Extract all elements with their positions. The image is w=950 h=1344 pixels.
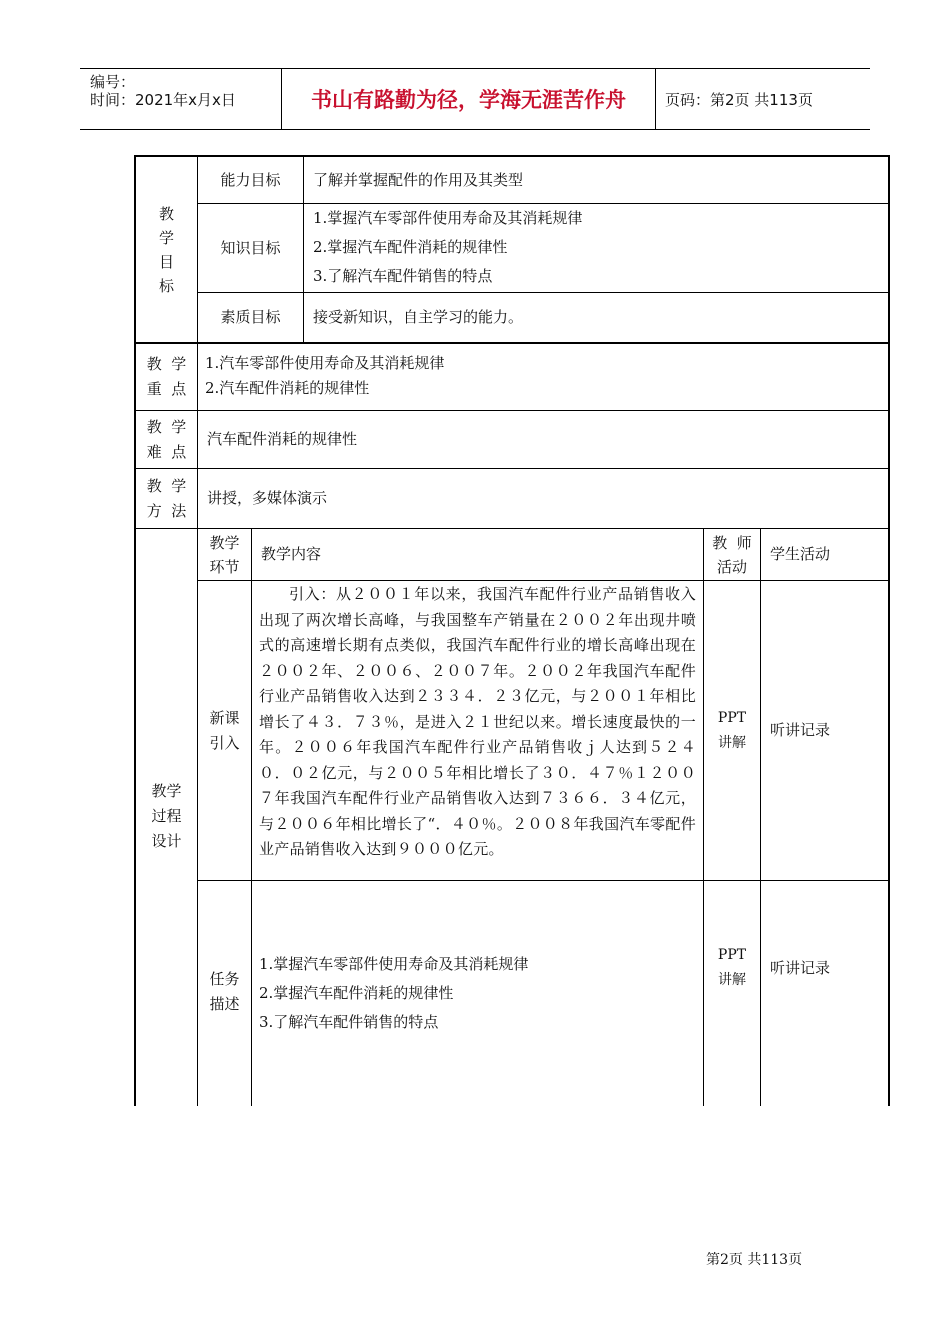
key-points-label: 教 学 重 点 — [146, 355, 187, 398]
page-footer: 第2页 共113页 — [706, 1252, 803, 1268]
table-line — [303, 156, 304, 343]
quality-text: 接受新知识，自主学习的能力。 — [313, 308, 524, 326]
knowledge-item: 2.掌握汽车配件消耗的规律性 — [313, 238, 508, 256]
quality-label: 素质目标 — [220, 308, 281, 326]
stage-intro: 新课 引入 — [209, 708, 240, 752]
header-motto: 书山有路勤为径，学海无涯苦作舟 — [311, 88, 626, 112]
stage-task: 任务 描述 — [209, 970, 240, 1013]
table-line — [760, 529, 761, 1106]
difficulty-label: 教 学 难 点 — [146, 417, 187, 461]
task-item: 3.了解汽车配件销售的特点 — [259, 1013, 439, 1031]
method-text: 讲授，多媒体演示 — [207, 489, 328, 507]
task-item: 1.掌握汽车零部件使用寿命及其消耗规律 — [259, 955, 529, 973]
intro-student-activity: 听讲记录 — [770, 721, 831, 739]
key-point-item: 1.汽车零部件使用寿命及其消耗规律 — [205, 354, 445, 372]
task-item: 2.掌握汽车配件消耗的规律性 — [259, 984, 454, 1002]
task-teacher-activity: PPT 讲解 — [717, 947, 747, 988]
objectives-section-label: 教 学 目 标 — [158, 204, 174, 295]
intro-teacher-activity: PPT 讲解 — [717, 709, 747, 751]
task-student-activity: 听讲记录 — [770, 959, 831, 977]
serial-label: 编号： — [90, 73, 136, 91]
ability-text: 了解并掌握配件的作用及其类型 — [313, 170, 524, 189]
date-label: 时间：2021年x月x日 — [90, 91, 236, 109]
intro-content: 引入：从２００１年以来，我国汽车配件行业产品销售收入出现了两次增长高峰，与我国整车产销量在２００２年出现井喷式的高速增长期有点类似，我国汽车配件行业的增长高峰出现在２００２年、２００６、２００７年。２００２年我国汽车配件行业产品销售收入达到２３３４．２３亿元，与２００１年相比增长了４３．７３％，是进入２１世纪以来。增长速度最快的一年。２００６年我国汽车配件行业产品销售收ｊ人达到５２４０．０２亿元，与２００５年相比增长了３０．４７％１２００７年我国汽车配件行业产品销售收入达到７３６６．３４亿元，与２００６年相比增长了“．４０％。２００８年我国汽车零配件业产品销售收入达到９０００亿元。 — [259, 585, 696, 858]
key-point-item: 2.汽车配件消耗的规律性 — [205, 379, 370, 397]
process-section-label: 教学 过程 设计 — [151, 782, 182, 850]
knowledge-item: 1.掌握汽车零部件使用寿命及其消耗规律 — [313, 209, 583, 227]
table-border-right — [888, 156, 890, 1106]
difficulty-text: 汽车配件消耗的规律性 — [207, 430, 358, 448]
method-label: 教 学 方 法 — [146, 476, 187, 520]
ability-label: 能力目标 — [220, 170, 281, 189]
knowledge-list — [313, 204, 883, 292]
knowledge-item: 3.了解汽车配件销售的特点 — [313, 267, 493, 285]
table-line — [251, 529, 252, 1106]
header-stage: 教学 环节 — [209, 533, 240, 576]
header-content: 教学内容 — [261, 545, 322, 563]
table-line — [134, 342, 890, 344]
task-list — [259, 950, 696, 1040]
key-points-list — [205, 351, 885, 407]
header-teacher: 教 师 活动 — [712, 533, 752, 576]
table-line — [197, 343, 198, 529]
header-student: 学生活动 — [770, 545, 831, 563]
table-line — [197, 880, 889, 881]
header-page-label: 页码：第2页 共113页 — [665, 90, 813, 109]
knowledge-label: 知识目标 — [220, 238, 281, 257]
